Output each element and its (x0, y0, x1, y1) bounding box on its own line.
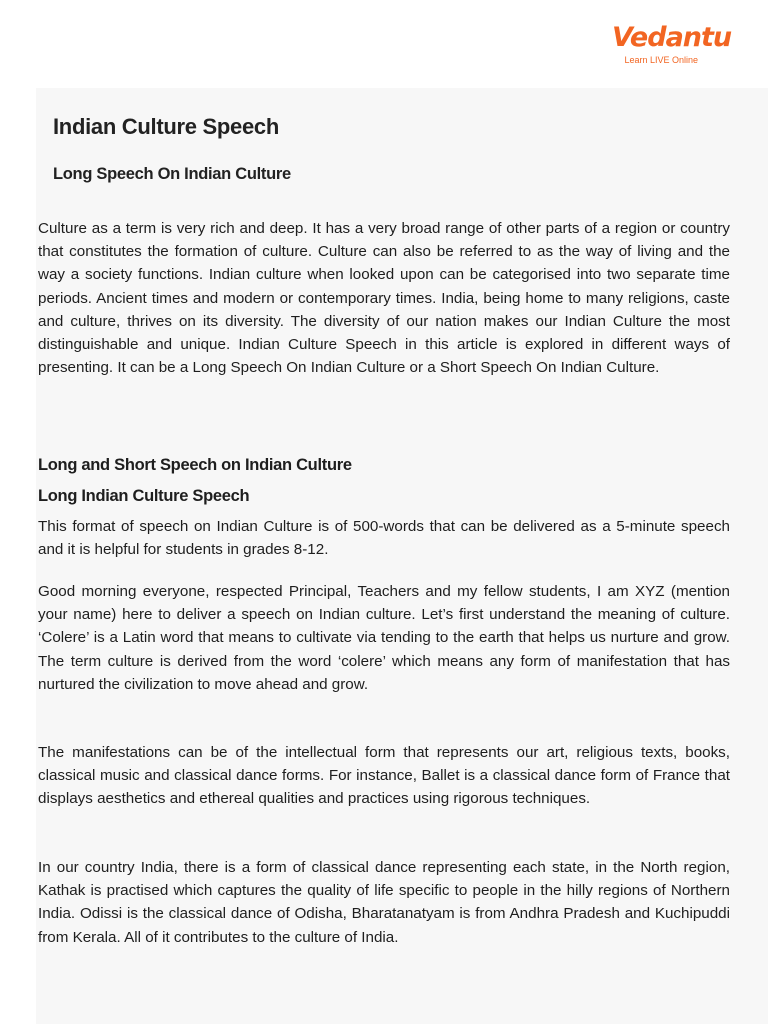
speech-paragraph: Good morning everyone, respected Principal, Teachers and my fellow students, I am XYZ (mention your name) here to deliver a speech on Indian culture. Let’s first understand the meaning of culture. ‘Colere’ is a Latin word that means to cultivate via tending to the earth that helps us nurture and grow. The term culture is derived from the word ‘colere’ which means any form of manifestation that has nurtured the civilization to move ahead and grow. (38, 583, 730, 693)
speech-paragraph: The manifestations can be of the intellectual form that represents our art, religious texts, books, classical music and classical dance forms. For instance, Ballet is a classical dance form of France that displays aesthetics and ethereal qualities and practices using rigorous techniques. (38, 744, 730, 808)
format-paragraph: This format of speech on Indian Culture is of 500-words that can be delivered as a 5-minute speech and it is helpful for students in grades 8-12. (38, 518, 730, 559)
vedantu-logo[interactable] (612, 22, 732, 72)
logo-wordmark: Vedantu (612, 22, 732, 53)
intro-paragraph: Culture as a term is very rich and deep. It has a very broad range of other parts of a region or country that constitutes the formation of culture. Culture can also be referred to as the way of living and the way a society functions. Indian culture when looked upon can be categorised into two separate time periods. Ancient times and modern or contemporary times. India, being home to many religions, caste and culture, thrives on its diversity. The diversity of our nation makes our Indian Culture the most distinguishable and unique. Indian Culture Speech in this article is explored in different ways of presenting. It can be a Long Speech On Indian Culture or a Short Speech On Indian Culture. (38, 220, 730, 377)
section-heading: Long and Short Speech on Indian Culture (38, 456, 352, 474)
subsection-heading: Long Indian Culture Speech (38, 487, 250, 505)
logo-tagline: Learn LIVE Online (624, 55, 698, 65)
page-title: Indian Culture Speech (53, 114, 279, 139)
page-subtitle: Long Speech On Indian Culture (53, 165, 291, 183)
speech-paragraph: In our country India, there is a form of classical dance representing each state, in the North region, Kathak is practised which captures the quality of life specific to people in the hilly regions of Northern India. Odissi is the classical dance of Odisha, Bharatanatyam is from Andhra Pradesh and Kuchipuddi from Kerala. All of it contributes to the culture of India. (38, 859, 730, 946)
